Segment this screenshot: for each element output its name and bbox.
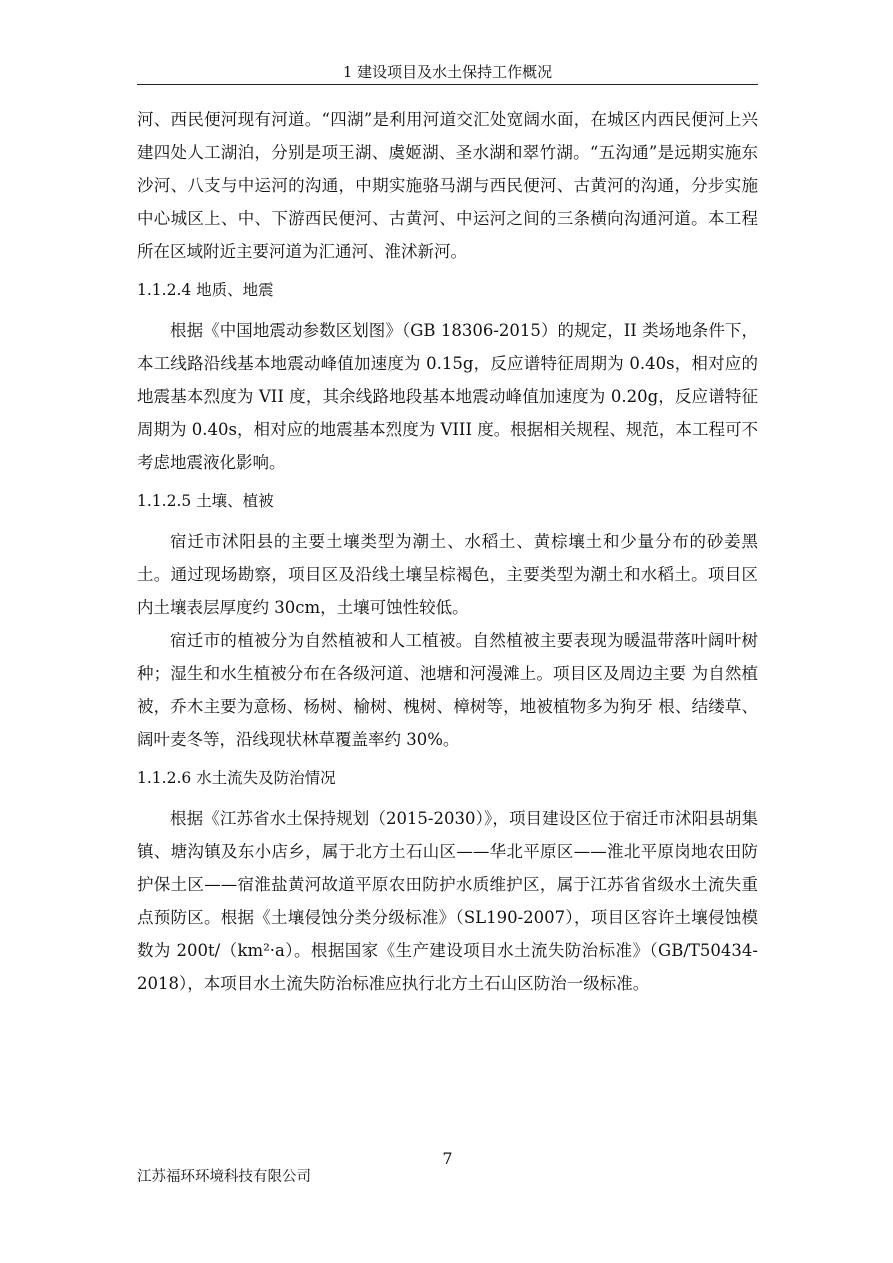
body-paragraph: 河、西民便河现有河道。“四湖”是利用河道交汇处宽阔水面，在城区内西民便河上兴建四处人工湖泊，分别是项王湖、虞姬湖、圣水湖和翠竹湖。“五沟通”是远期实施东沙河、八支与中运河的沟通，中期实施骆马湖与西民便河、古黄河的沟通，分步实施中心城区上、中、下游西民便河、古黄河、中运河之间的三条横向沟通河道。本工程所在区域附近主要河道为汇通河、淮沭新河。 xyxy=(137,110,758,261)
company-name: 江苏福环环境科技有限公司 xyxy=(137,1169,311,1185)
section-heading-soil-vegetation: 1.1.2.5 土壤、植被 xyxy=(137,492,274,510)
page-number: 7 xyxy=(442,1149,453,1168)
header-divider xyxy=(137,84,758,85)
section-heading-geology: 1.1.2.4 地质、地震 xyxy=(137,281,274,299)
body-paragraph: 宿迁市的植被分为自然植被和人工植被。自然植被主要表现为暖温带落叶阔叶树种；湿生和水生植被分布在各级河道、池塘和河漫滩上。项目区及周边主要 为自然植被，乔木主要为意杨、杨树、榆树、槐树、樟树等，地被植物多为狗牙 根、结缕草、阔叶麦冬等，沿线现状林草覆盖率约 30%。 xyxy=(137,631,758,749)
running-header: 1 建设项目及水土保持工作概况 xyxy=(342,63,553,81)
section-heading-soil-erosion: 1.1.2.6 水土流失及防治情况 xyxy=(137,769,336,787)
page-body xyxy=(137,103,758,1000)
body-paragraph: 根据《中国地震动参数区划图》（GB 18306-2015）的规定，II 类场地条件下，本工线路沿线基本地震动峰值加速度为 0.15g，反应谱特征周期为 0.40s，相对应的地震基本烈度为 VII 度，其余线路地段基本地震动峰值加速度为 0.20g，反应谱特征周期为 0.40s，相对应的地震基本烈度为 VIII 度。根据相关规程、规范，本工程可不考虑地震液化影响。 xyxy=(137,321,758,472)
body-paragraph: 宿迁市沭阳县的主要土壤类型为潮土、水稻土、黄棕壤土和少量分布的砂姜黑土。通过现场勘察，项目区及沿线土壤呈棕褐色，主要类型为潮土和水稻土。项目区内土壤表层厚度约 30cm，土壤可蚀性较低。 xyxy=(137,532,758,617)
body-paragraph: 根据《江苏省水土保持规划（2015-2030）》，项目建设区位于宿迁市沭阳县胡集镇、塘沟镇及东小店乡，属于北方土石山区——华北平原区——淮北平原岗地农田防护保土区——宿淮盐黄河故道平原农田防护水质维护区，属于江苏省省级水土流失重点预防区。根据《土壤侵蚀分类分级标准》（SL190-2007），项目区容许土壤侵蚀模数为 200t/（km²·a）。根据国家《生产建设项目水土流失防治标准》（GB/T50434-2018），本项目水土流失防治标准应执行北方土石山区防治一级标准。 xyxy=(137,809,758,993)
